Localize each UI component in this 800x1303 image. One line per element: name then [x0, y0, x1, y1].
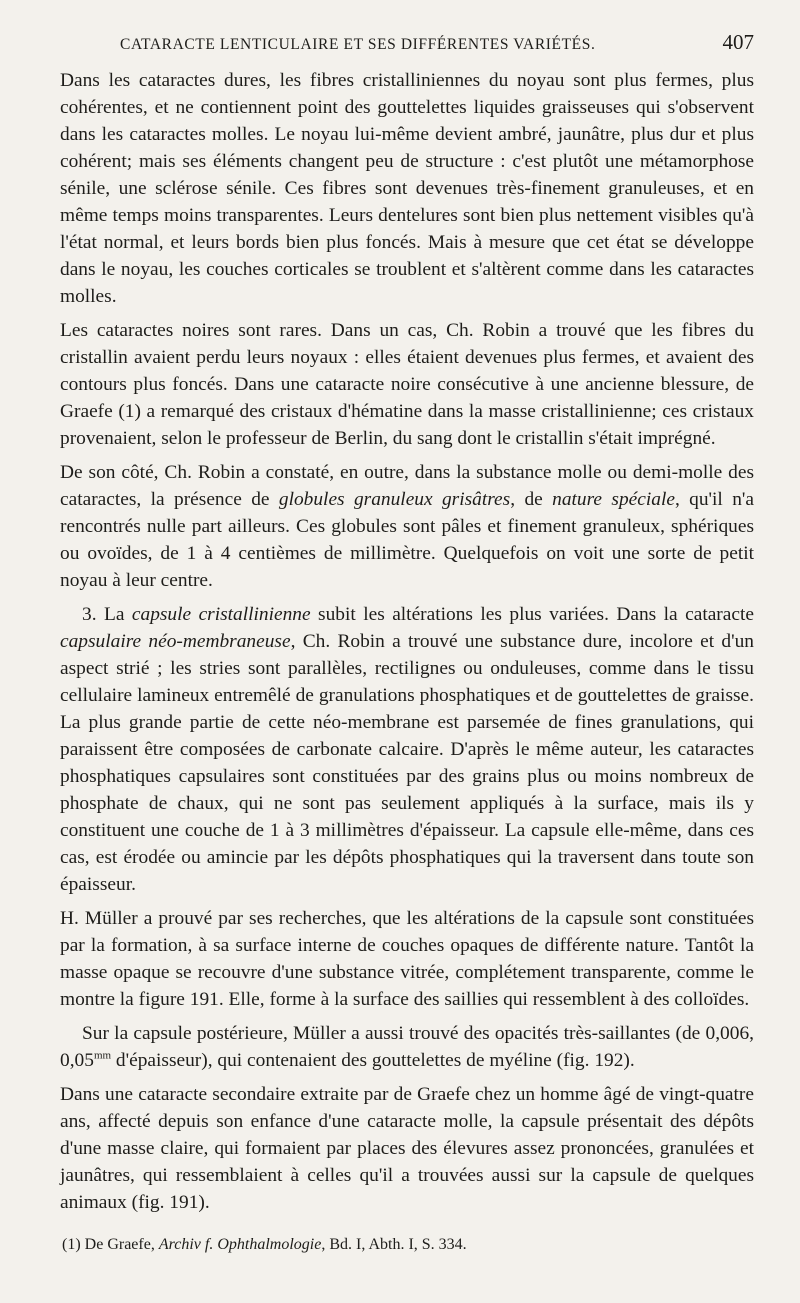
- italic-term: nature spéciale: [552, 489, 675, 510]
- footnote-journal: Archiv f. Ophthalmologie: [158, 1236, 322, 1253]
- italic-term: capsulaire néo-membraneuse: [60, 631, 291, 652]
- text-run: subit les altérations les plus variées. Dans la cataracte: [310, 604, 754, 625]
- paragraph-secondary-cataract: Dans une cataracte secondaire extraite par de Graefe chez un homme âgé de vingt-quatre ans, affecté depuis son enfance d'une cataracte molle, la capsule présentait des dépôts d'une masse claire, qui formaient par places des élevures assez prononcées, granulées et jaunâtres, qui ressemblaient à celles qu'il a trouvées aussi sur la capsule de quelques animaux (fig. 191).: [60, 1084, 754, 1213]
- text-run: , de: [510, 489, 553, 510]
- paragraph-muller: H. Müller a prouvé par ses recherches, que les altérations de la capsule sont constituées par la formation, à sa surface interne de couches opaques de différente nature. Tantôt la masse opaque se recouvre d'une substance vitrée, complétement transparente, comme le montre la figure 191. Elle, forme à la surface des saillies qui ressemblent à des colloïdes.: [60, 908, 754, 1010]
- text-run: d'épaisseur), qui contenaient des gouttelettes de myéline (fig. 192).: [111, 1050, 635, 1071]
- text-run: 3. La: [82, 604, 132, 625]
- footnote: [60, 1234, 754, 1256]
- footnote-text: , Bd. I, Abth. I, S. 334.: [321, 1236, 467, 1253]
- footnote-text: (1) De Graefe,: [62, 1236, 159, 1253]
- text-run: , Ch. Robin a trouvé une substance dure, incolore et d'un aspect strié ; les stries sont parallèles, rectilignes ou onduleuses, comme dans le tissu cellulaire lamineux entremêlé de granulations phosphatiques et de gouttelettes de graisse. La plus grande partie de cette néo-membrane est parsemée de fines granulations, qui paraissent être composées de carbonate calcaire. D'après le même auteur, les cataractes phosphatiques capsulaires sont constituées par des grains plus ou moins nombreux de phosphate de chaux, qui ne sont pas seulement appliqués à la surface, mais ils y constituent une couche de 1 à 3 millimètres d'épaisseur. La capsule elle-même, dans ces cas, est érodée ou amincie par les dépôts phosphatiques qui la traversent dans toute son épaisseur.: [60, 631, 754, 895]
- paragraph-hard-cataracts: Dans les cataractes dures, les fibres cristalliniennes du noyau sont plus fermes, plus cohérentes, et ne contiennent point des gouttelettes liquides graisseuses qui s'observent dans les cataractes molles. Le noyau lui-même devient ambré, jaunâtre, plus dur et plus cohérent; mais ses éléments changent peu de structure : c'est plutôt une métamorphose sénile, une sclérose sénile. Ces fibres sont devenues très-finement granuleuses, et en même temps moins transparentes. Leurs dentelures sont bien plus nettement visibles qu'à l'état normal, et leurs bords bien plus foncés. Mais à mesure que cet état se développe dans le noyau, les couches corticales se troublent et s'altèrent comme dans les cataractes molles.: [60, 70, 754, 307]
- text-run: Sur la capsule postérieure, Müller a aussi trouvé des opacités très-saillantes (de 0,006, 0,05: [60, 1023, 754, 1071]
- running-head: [60, 30, 754, 55]
- text-run: , qu'il n'a rencontrés nulle part ailleurs. Ces globules sont pâles et finement granuleux, sphériques ou ovoïdes, de 1 à 4 centièmes de millimètre. Quelquefois on voit une sorte de petit noyau à leur centre.: [60, 489, 754, 591]
- body-text: [60, 67, 754, 1216]
- running-title: CATARACTE LENTICULAIRE ET SES DIFFÉRENTES VARIÉTÉS.: [120, 36, 596, 53]
- italic-term: globules granuleux grisâtres: [278, 489, 511, 510]
- paragraph-capsule: [60, 601, 754, 898]
- unit-superscript: mm: [93, 1049, 112, 1062]
- page-number: 407: [722, 30, 754, 54]
- italic-term: capsule cristallinienne: [131, 604, 311, 625]
- paragraph-black-cataracts: Les cataractes noires sont rares. Dans un cas, Ch. Robin a trouvé que les fibres du cristallin avaient perdu leurs noyaux : elles étaient devenues plus fermes, et avaient des contours plus foncés. Dans une cataracte noire consécutive à une ancienne blessure, de Graefe (1) a remarqué des cristaux d'hématine dans la masse cristallinienne; ces cristaux provenaient, selon le professeur de Berlin, du sang dont le cristallin s'était imprégné.: [60, 320, 754, 449]
- text-run: De son côté, Ch. Robin a constaté, en outre, dans la substance molle ou demi-molle des cataractes, la présence de: [60, 462, 754, 510]
- paragraph-robin-globules: [60, 459, 754, 594]
- paragraph-posterior-capsule: [60, 1020, 754, 1074]
